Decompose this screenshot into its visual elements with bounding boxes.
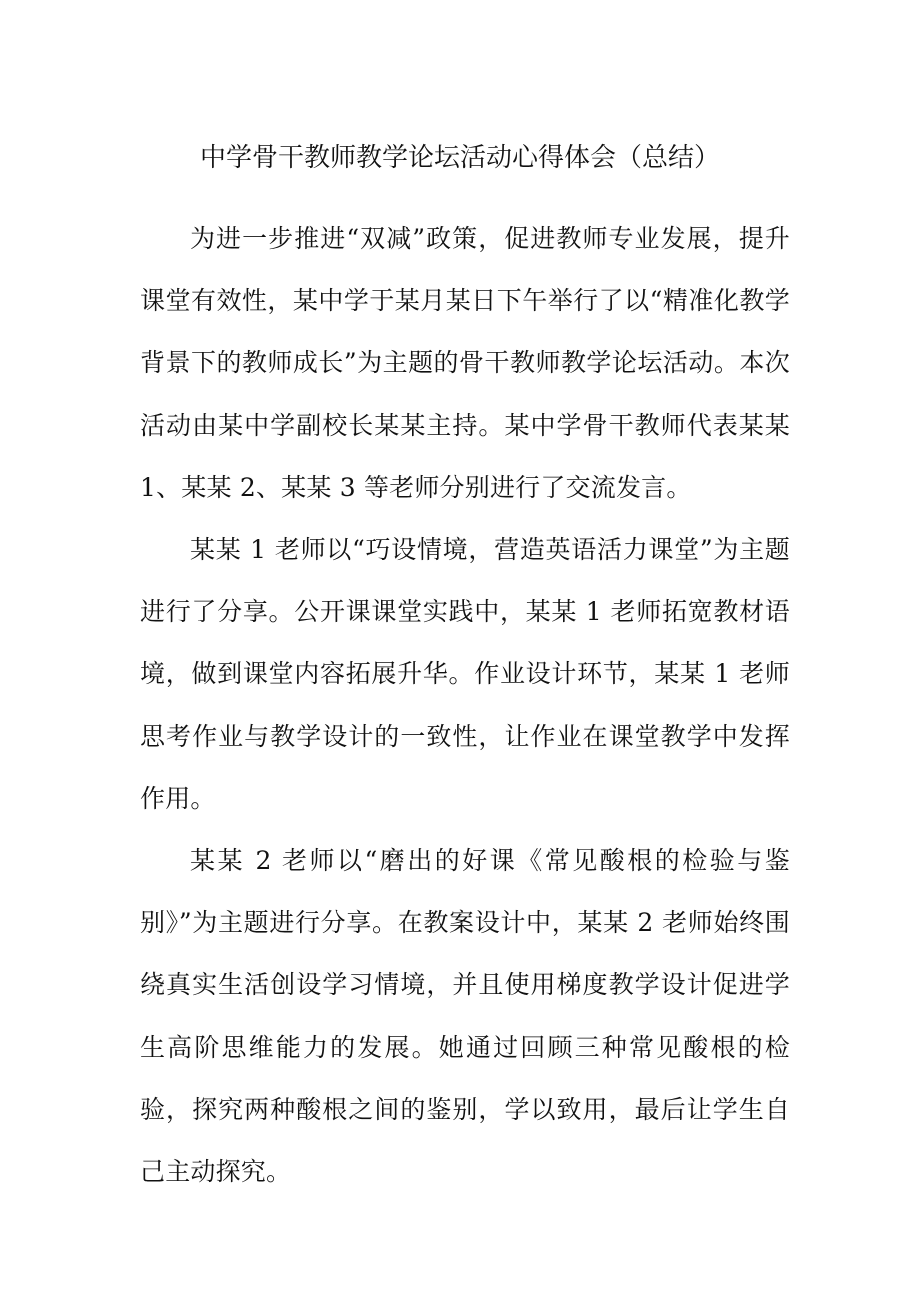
document-body xyxy=(140,208,790,1203)
document-title: 中学骨干教师教学论坛活动心得体会（总结） xyxy=(199,143,720,173)
paragraph-intro: 为进一步推进“双减”政策，促进教师专业发展，提升课堂有效性，某中学于某月某日下午举行了以“精准化教学背景下的教师成长”为主题的骨干教师教学论坛活动。本次活动由某中学副校长某某主持。某中学骨干教师代表某某 1、某某 2、某某 3 等老师分别进行了交流发言。 xyxy=(140,224,790,502)
paragraph-teacher-2: 某某 2 老师以“磨出的好课《常见酸根的检验与鉴别》”为主题进行分享。在教案设计中，某某 2 老师始终围绕真实生活创设学习情境，并且使用梯度教学设计促进学生高阶思维能力的发展。她通过回顾三种常见酸根的检验，探究两种酸根之间的鉴别，学以致用，最后让学生自己主动探究。 xyxy=(140,846,790,1187)
paragraph-teacher-1: 某某 1 老师以“巧设情境，营造英语活力课堂”为主题进行了分享。公开课课堂实践中，某某 1 老师拓宽教材语境，做到课堂内容拓展升华。作业设计环节，某某 1 老师思考作业与教学设计的一致性，让作业在课堂教学中发挥作用。 xyxy=(140,535,790,813)
